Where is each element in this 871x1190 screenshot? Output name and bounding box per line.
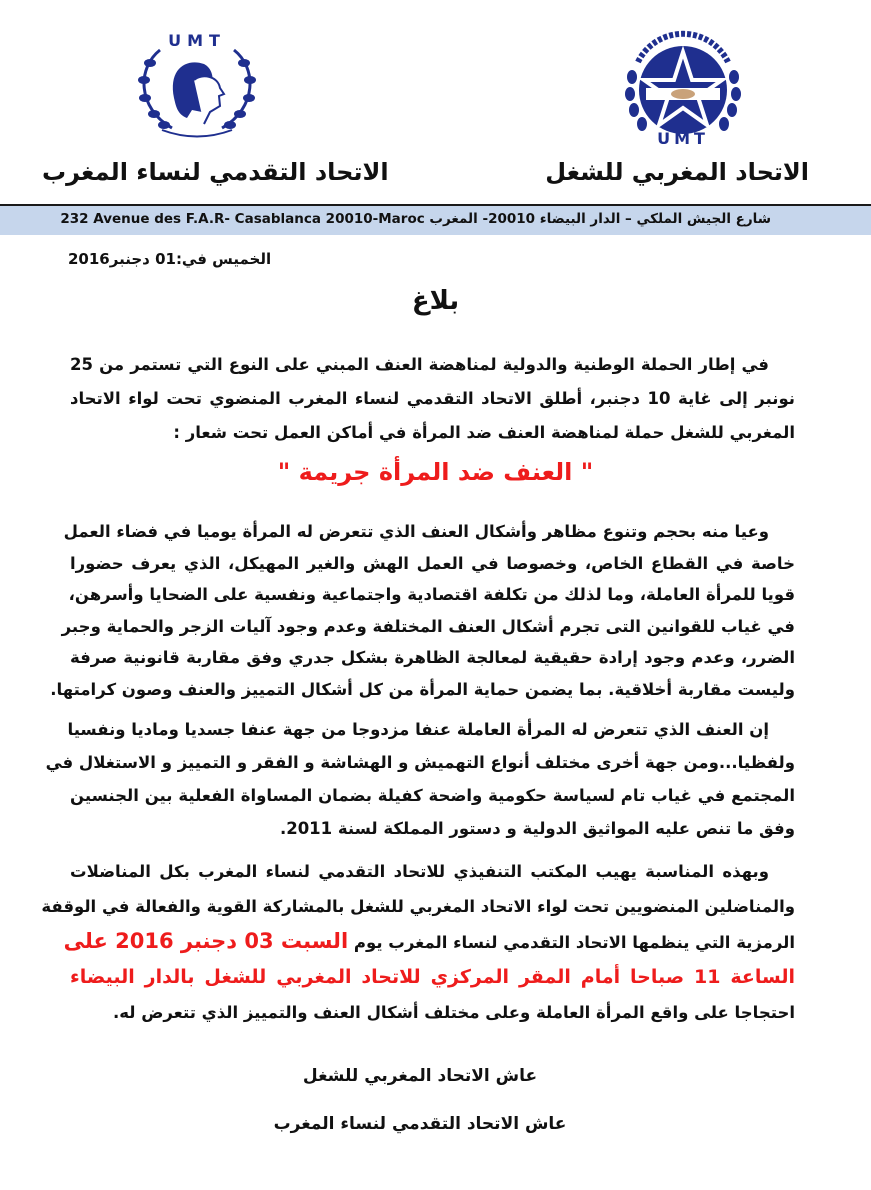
left-org-title: الاتحاد التقدمي لنساء المغرب — [42, 158, 389, 186]
text-line: وعيا منه بحجم وتنوع مظاهر وأشكال العنف الذي تتعرض له المرأة يوميا في فضاء العمل — [63, 522, 769, 541]
text-line: إن العنف الذي تتعرض له المرأة العاملة عنفا مزدوجا من جهة عنفا جسديا وماديا ونفسيا — [67, 720, 769, 739]
umt-logo — [618, 22, 748, 147]
text-line: قويا للمرأة العاملة، وما لذلك من تكلفة اقتصادية واجتماعية ونفسية على الضحايا وأسرهن، — [68, 585, 795, 604]
text-line: خاصة في القطاع الخاص، وخصوصا في العمل الهش والغير المهيكل، الذي يعرف حضورا — [70, 553, 795, 573]
text-line: وبهذه المناسبة يهيب المكتب التنفيذي للاتحاد التقدمي لنساء المغرب بكل المناضلات — [70, 862, 769, 881]
address-bar — [0, 204, 871, 235]
text-line: والمناضلين المنضويين تحت لواء الاتحاد المغربي للشغل بالمشاركة القوية والفعالة في الوقفة — [41, 897, 795, 916]
paragraph-call-to-action — [41, 854, 795, 1030]
text-line — [63, 924, 795, 960]
paragraph-violence — [45, 713, 795, 845]
text-line: وفق ما تنص عليه المواثيق الدولية و دستور المملكة لسنة 2011. — [279, 819, 795, 838]
svg-text:UMT: UMT — [168, 31, 226, 50]
text-line: الضرر، وعدم وجود إرادة حقيقية لمعالجة الظاهرة بشكل جدري وفق مقاربة قانونية صرفة — [70, 648, 795, 667]
right-org-title: الاتحاد المغربي للشغل — [545, 158, 809, 186]
document-date: الخميس في:01 دجنبر2016 — [68, 250, 272, 268]
text-line: في غياب للقوانين التى تجرم أشكال العنف المختلفة وعدم وجود آليات الزجر والحماية وجبر — [61, 616, 795, 636]
event-location-highlight: الساعة 11 صباحا أمام المقر المركزي للاتحاد المغربي للشغل بالدار البيضاء — [70, 966, 795, 988]
text-line: المغربي للشغل حملة لمناهضة العنف ضد المرأة في أماكن العمل تحت شعار : — [173, 423, 795, 442]
address-text: 232 Avenue des F.A.R- Casablanca 20010-Maroc شارع الجيش الملكي – الدار البيضاء 20010- المغرب — [60, 211, 771, 227]
event-date-highlight: السبت 03 دجنبر 2016 على — [63, 929, 349, 953]
document-title: بلاغ — [411, 286, 460, 316]
text-segment: الرمزية التي ينظمها الاتحاد التقدمي لنساء المغرب يوم — [353, 933, 795, 952]
text-line: نونبر إلى غاية 10 دجنبر، أطلق الاتحاد التقدمي لنساء المغرب المنضوي تحت لواء الاتحاد — [70, 389, 795, 408]
text-line: احتجاجا على واقع المرأة العاملة وعلى مختلف أشكال العنف والتمييز الذي تتعرض له. — [112, 1003, 795, 1022]
text-line: المجتمع في غياب تام لسياسة حكومية واضحة كفيلة بضمان المساواة الفعلية بين الجنسين — [70, 786, 795, 805]
women-union-logo — [132, 28, 262, 143]
closing-slogan-women-union: عاش الاتحاد التقدمي لنساء المغرب — [273, 1114, 567, 1134]
campaign-slogan: " العنف ضد المرأة جريمة " — [277, 458, 594, 486]
text-line: في إطار الحملة الوطنية والدولية لمناهضة العنف المبني على النوع التي تستمر من 25 — [70, 355, 769, 374]
text-line: وليست مقاربة أخلاقية. بما يضمن حماية المرأة من كل أشكال التمييز والعنف وصون كرامتها. — [50, 679, 795, 699]
text-line: ولفظيا...ومن جهة أخرى مختلف أنواع التهميش و الهشاشة و الفقر و التمييز و الاستغلال في — [45, 753, 795, 772]
paragraph-awareness — [50, 516, 795, 705]
svg-text:UMT: UMT — [657, 129, 709, 147]
closing-slogan-umt: عاش الاتحاد المغربي للشغل — [302, 1066, 538, 1086]
paragraph-intro — [70, 348, 795, 450]
